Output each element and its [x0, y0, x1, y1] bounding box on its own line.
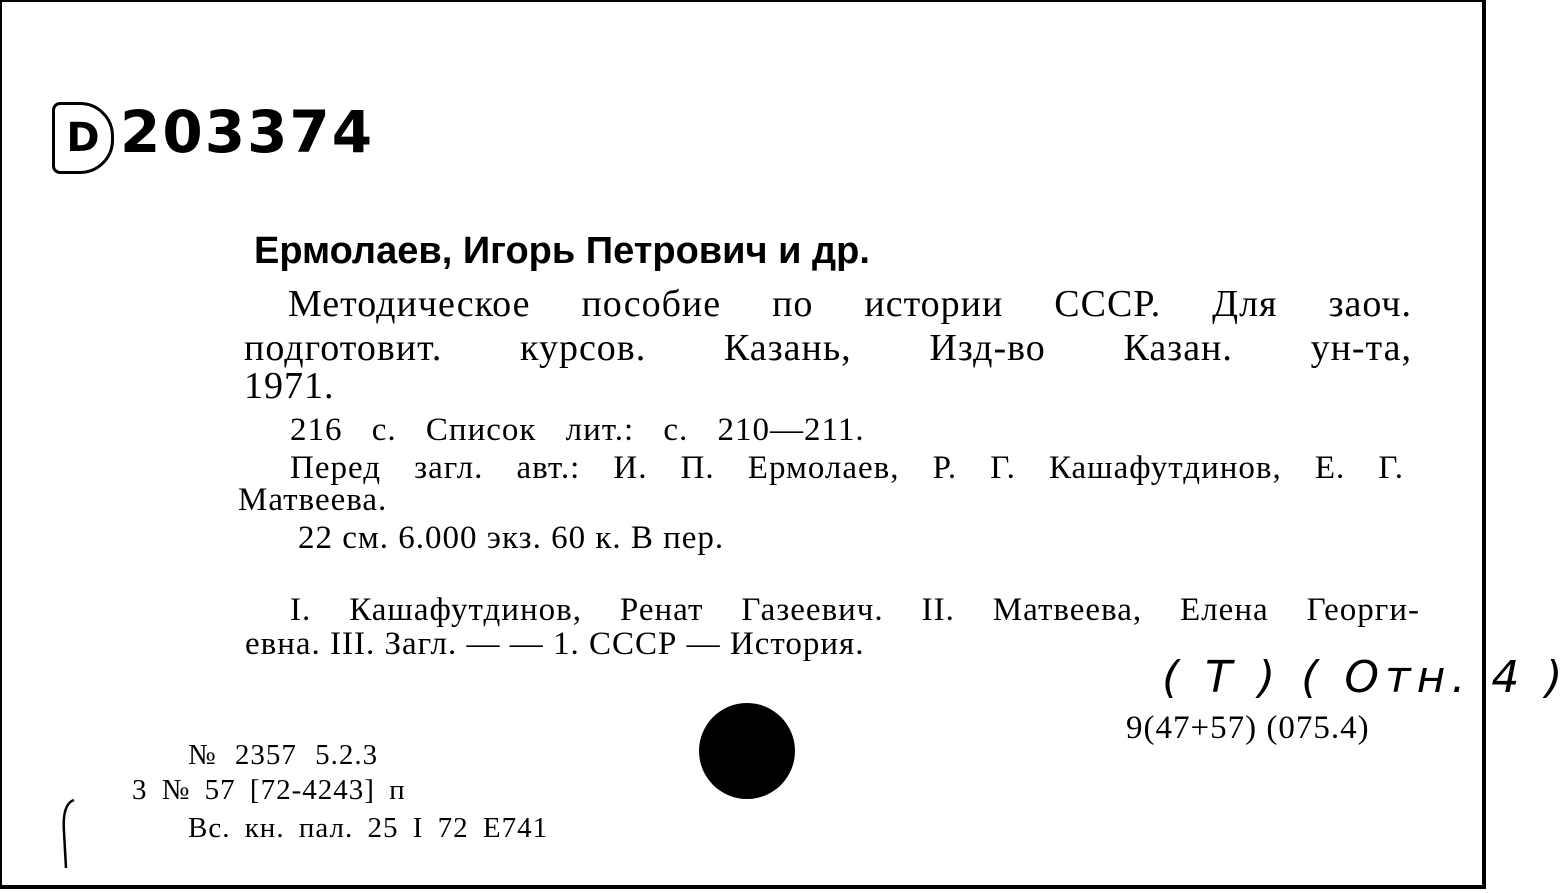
inventory-number: 203374 — [120, 98, 375, 166]
imprint-line-3: Вс. кн. пал. 25 I 72 Е741 — [188, 812, 549, 844]
punch-hole — [699, 703, 795, 799]
author-heading: Ермолаев, Игорь Петрович и др. — [254, 230, 870, 272]
imprint-line-1: № 2357 5.2.3 — [188, 739, 379, 771]
imprint-line-2: 3 № 57 [72-4243] п — [132, 774, 406, 806]
title-line-1: Методическое пособие по истории СССР. Для заоч. — [288, 283, 1412, 325]
handwritten-bracket-mark — [54, 792, 84, 872]
pages-bibliography: 216 с. Список лит.: с. 210—211. — [290, 412, 865, 448]
title-line-3: 1971. — [244, 365, 335, 407]
library-stamp-d — [52, 102, 114, 174]
handwritten-note: ( Т ) ( Отн. 4 ) — [1162, 652, 1568, 703]
headings-line-1: I. Кашафутдинов, Ренат Газеевич. II. Матвеева, Елена Георги- — [290, 592, 1420, 628]
title-line-2: подготовит. курсов. Казань, Изд-во Казан. ун-та, — [244, 327, 1412, 369]
authors-note-line-2: Матвеева. — [238, 482, 388, 518]
classification-code: 9(47+57) (075.4) — [1126, 710, 1370, 746]
authors-note-line-1: Перед загл. авт.: И. П. Ермолаев, Р. Г. Кашафутдинов, Е. Г. — [290, 450, 1404, 486]
stamp-letter: D — [66, 115, 100, 161]
format-price: 22 см. 6.000 экз. 60 к. В пер. — [298, 520, 725, 556]
headings-line-2: евна. III. Загл. — — 1. СССР — История. — [245, 626, 865, 662]
